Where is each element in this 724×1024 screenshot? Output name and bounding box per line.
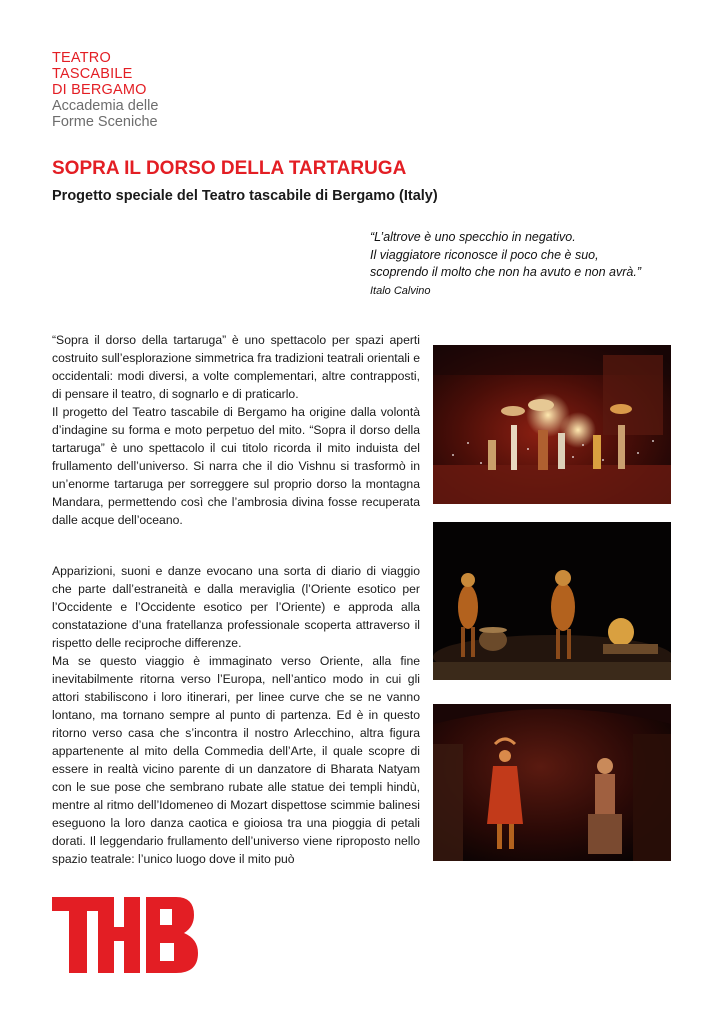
- body-section-2: [52, 562, 420, 868]
- quote-line-1: “L’altrove è uno specchio in negativo.: [370, 230, 576, 244]
- paragraph-2: Il progetto del Teatro tascabile di Bergamo ha origine dalla volontà d’indagine su forma e moto perpetuo del mito. “Sopra il dorso della tartaruga” è uno spettacolo il cui titolo ricorda il mito induista del frullamento dell’universo. Si narra che il dio Vishnu si trasformò in un’enorme tartaruga per sorreggere sul proprio dorso la montagna Mandara, permettendo così che l’ambrosia divina fosse recuperata dalle acque dell’oceano.: [52, 405, 420, 527]
- body-section-1: [52, 331, 420, 529]
- quote-author: Italo Calvino: [370, 284, 431, 297]
- paragraph-1: “Sopra il dorso della tartaruga” è uno spettacolo per spazi aperti costruito sull’esplorazione simmetrica fra tradizioni teatrali orientali e occidentali: modi diversi, a volte complementari, altre contrapposti, di pensare il teatro, di sognarlo e di praticarlo.: [52, 333, 420, 401]
- quote-line-2: Il viaggiatore riconosce il poco che è suo,: [370, 247, 599, 262]
- thb-logo: [52, 897, 200, 978]
- paragraph-3: Apparizioni, suoni e danze evocano una sorta di diario di viaggio che parte dall’estraneità e dalla meraviglia (l’Oriente esotico per l’Occidente e l’Occidente esotico per l’Oriente) e approda alla constatazione d’una fratellanza professionale scoperta attraverso il rispetto delle reciproche differenze.: [52, 564, 420, 650]
- quote-line-3: scoprendo il molto che non ha avuto e non avrà.”: [370, 265, 642, 279]
- logo-line-forme: Forme Sceniche: [52, 114, 158, 130]
- document-subtitle: Progetto speciale del Teatro tascabile di Bergamo (Italy): [52, 188, 438, 204]
- logo-line-teatro: TEATRO: [52, 50, 111, 66]
- photo-stage-dancers: [433, 522, 671, 680]
- logo-line-bergamo: DI BERGAMO: [52, 82, 147, 98]
- theatre-logo: [52, 50, 252, 130]
- photo-outdoor-performance: [433, 345, 671, 504]
- logo-line-tascabile: TASCABILE: [52, 66, 133, 82]
- calvino-quote: [370, 229, 670, 299]
- paragraph-4: Ma se questo viaggio è immaginato verso Oriente, alla fine inevitabilmente ritorna verso l’Europa, nell’antico modo in cui gli attori stabiliscono i loro itinerari, per linee curve che se ne vanno lontano, ma tornano sempre al punto di partenza. Ed è in questo ritorno verso casa che s’incontra il nostro Arlecchino, altra figura appartenente al mito della Commedia dell’Arte, il quale scopre di essere in realtà vicino parente di un danzatore di Bharata Natyam con le sue pose che sembrano rubate alle statue dei templi hindù, mentre al ritmo dell’Idomeneo di Mozart dispettose scimmie balinesi eseguono la loro danza caotica e gioiosa tra una pioggia di petali dorati. Il leggendario frullamento dell’universo viene riproposto nello spazio teatrale: l’unico luogo dove il mito può: [52, 654, 420, 866]
- logo-line-accademia: Accademia delle: [52, 98, 159, 114]
- document-title: SOPRA IL DORSO DELLA TARTARUGA: [52, 158, 407, 179]
- photo-bharata-natyam-dancer: [433, 704, 671, 861]
